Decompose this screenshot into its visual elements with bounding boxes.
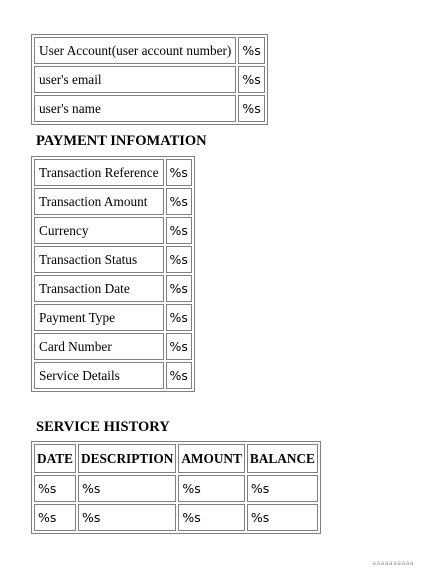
column-header-amount: AMOUNT — [178, 444, 245, 473]
table-row — [34, 188, 192, 215]
table-row — [34, 275, 192, 302]
value-cell: %s — [238, 66, 264, 93]
value-cell: %s — [166, 246, 192, 273]
value-cell: %s — [238, 95, 264, 122]
table-row — [34, 475, 318, 502]
account-table — [31, 34, 268, 125]
footer-text: aaaaaaaaaa — [372, 560, 414, 567]
value-cell: %s — [166, 333, 192, 360]
balance-cell: %s — [247, 475, 318, 502]
table-row — [34, 95, 265, 122]
label-cell: Transaction Date — [34, 275, 164, 302]
value-cell: %s — [238, 37, 264, 64]
history-section-title: SERVICE HISTORY — [36, 419, 170, 435]
table-row — [34, 37, 265, 64]
value-cell: %s — [166, 188, 192, 215]
payment-section-title: PAYMENT INFOMATION — [36, 133, 207, 149]
label-cell: Transaction Amount — [34, 188, 164, 215]
label-cell: Card Number — [34, 333, 164, 360]
label-cell: user's name — [34, 95, 236, 122]
amount-cell: %s — [178, 504, 245, 531]
table-row — [34, 217, 192, 244]
label-cell: Currency — [34, 217, 164, 244]
balance-cell: %s — [247, 504, 318, 531]
value-cell: %s — [166, 159, 192, 186]
description-cell: %s — [78, 475, 176, 502]
table-row — [34, 304, 192, 331]
description-cell: %s — [78, 504, 176, 531]
date-cell: %s — [34, 504, 76, 531]
value-cell: %s — [166, 275, 192, 302]
table-row — [34, 159, 192, 186]
label-cell: Service Details — [34, 362, 164, 389]
label-cell: Transaction Status — [34, 246, 164, 273]
column-header-date: DATE — [34, 444, 76, 473]
table-row — [34, 504, 318, 531]
column-header-balance: BALANCE — [247, 444, 318, 473]
table-row — [34, 362, 192, 389]
table-row — [34, 246, 192, 273]
value-cell: %s — [166, 362, 192, 389]
amount-cell: %s — [178, 475, 245, 502]
label-cell: Payment Type — [34, 304, 164, 331]
value-cell: %s — [166, 217, 192, 244]
header-row — [34, 444, 318, 473]
history-table — [31, 441, 321, 534]
column-header-description: DESCRIPTION — [78, 444, 176, 473]
date-cell: %s — [34, 475, 76, 502]
label-cell: User Account(user account number) — [34, 37, 236, 64]
payment-table — [31, 156, 195, 392]
table-row — [34, 66, 265, 93]
label-cell: Transaction Reference — [34, 159, 164, 186]
value-cell: %s — [166, 304, 192, 331]
table-row — [34, 333, 192, 360]
label-cell: user's email — [34, 66, 236, 93]
